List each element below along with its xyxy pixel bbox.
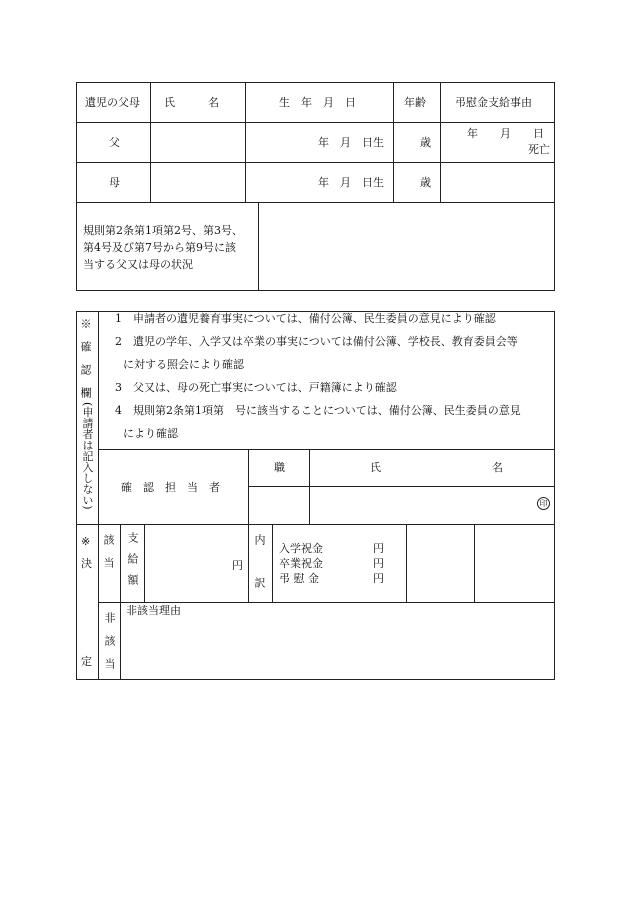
officer-post-label: 職 <box>274 461 285 474</box>
officer-name-label-1: 氏 <box>370 461 381 474</box>
row-father-reason-death: 死亡 <box>528 143 550 156</box>
not-applicable-reason-label: 非該当理由 <box>126 604 181 617</box>
officer-name-label-2: 名 <box>492 461 503 474</box>
not-applicable-label: 非該当 <box>103 612 116 681</box>
decision-side-label-2: 決 <box>81 557 92 570</box>
row-mother-age: 歳 <box>420 176 431 189</box>
applicable-label: 該当 <box>102 534 115 580</box>
seal-icon: 印 <box>537 497 550 510</box>
status-label-line3: 当する父又は母の状況 <box>83 258 193 271</box>
payment-label: 支給額 <box>126 532 139 595</box>
confirm-line-2: 2 遺児の学年、入学又は卒業の事実については備付公簿、学校長、教育委員会等 <box>115 335 518 348</box>
confirm-line-3: に対する照会により確認 <box>123 358 244 371</box>
decision-side-label-1: ※ <box>81 535 91 548</box>
breakdown-item-3: 弔 慰 金 <box>279 572 319 585</box>
row-mother-birth: 年 月 日生 <box>318 176 384 189</box>
row-father-reason-date: 年 月 日 <box>467 127 544 140</box>
row-father-label: 父 <box>109 136 120 149</box>
status-label-line1: 規則第2条第1項第2号、第3号、 <box>83 224 243 237</box>
breakdown-item-1: 入学祝金 <box>279 542 323 555</box>
breakdown-item-2-unit: 円 <box>373 557 384 570</box>
payment-yen: 円 <box>232 559 243 572</box>
header-birth: 生 年 月 日 <box>279 96 356 109</box>
row-father-birth: 年 月 日生 <box>318 136 384 149</box>
row-mother-label: 母 <box>109 176 120 189</box>
confirm-line-6: により確認 <box>123 427 178 440</box>
header-reason: 弔慰金支給事由 <box>455 96 532 109</box>
row-father-age: 歳 <box>420 136 431 149</box>
header-age: 年齢 <box>404 96 426 109</box>
officer-label: 確 認 担 当 者 <box>121 481 220 494</box>
breakdown-item-1-unit: 円 <box>373 542 384 555</box>
header-name: 氏 名 <box>164 96 219 109</box>
decision-side-label-3: 定 <box>81 655 92 668</box>
confirm-line-4: 3 父又は、母の死亡事実については、戸籍簿により確認 <box>115 381 397 394</box>
breakdown-label: 内訳 <box>253 534 266 620</box>
confirm-line-1: 1 申請者の遺児養育事実については、備付公簿、民生委員の意見により確認 <box>115 312 496 325</box>
confirm-side-note: (申請者は記入しない) <box>81 402 94 510</box>
confirm-side-label: ※確認欄 <box>79 318 92 410</box>
confirm-line-5: 4 規則第2条第1項第 号に該当することについては、備付公簿、民生委員の意見 <box>115 404 521 417</box>
header-parent: 遺児の父母 <box>85 96 140 109</box>
breakdown-item-2: 卒業祝金 <box>279 557 323 570</box>
breakdown-item-3-unit: 円 <box>373 572 384 585</box>
status-label-line2: 第4号及び第7号から第9号に該 <box>83 241 236 254</box>
